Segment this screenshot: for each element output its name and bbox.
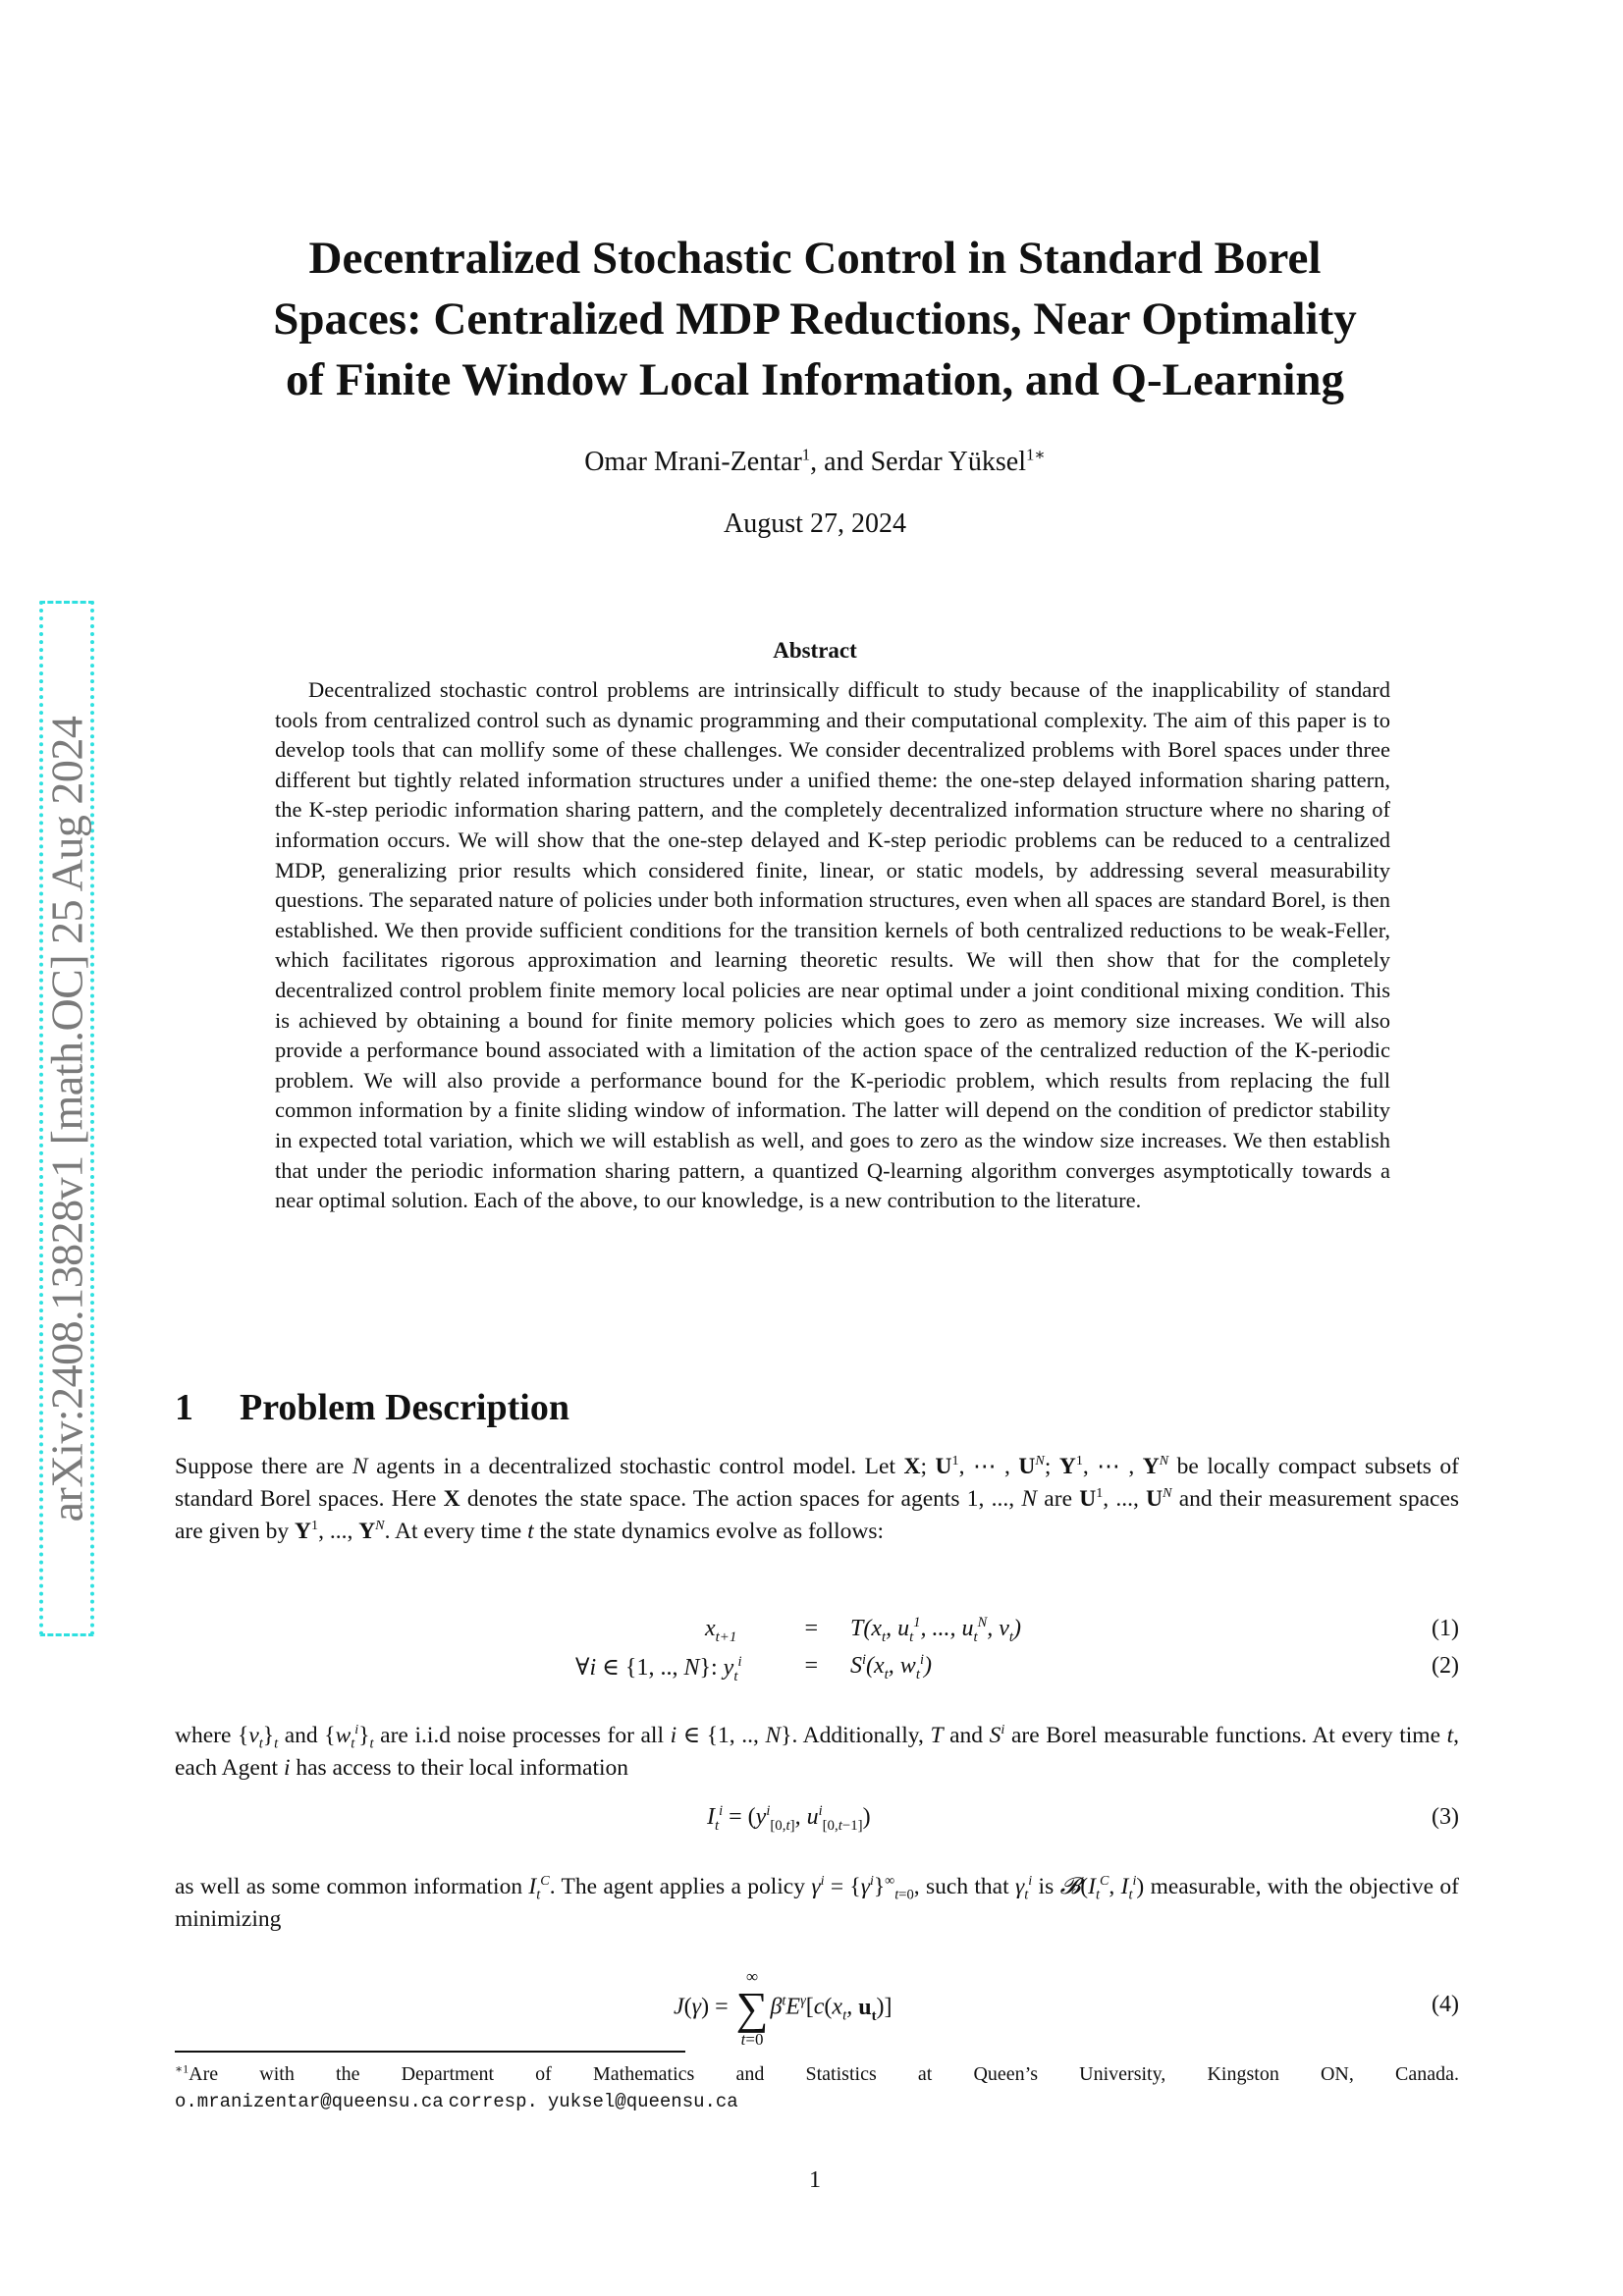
text-run: denotes the state space. The action spaces for agents 1, ..., bbox=[460, 1486, 1022, 1512]
paragraph: as well as some common information $I_t^C$. The agent applies a policy $\gamma^i = \{\gamma^i\}^\infty_{t=0}$, such that $\gamma_t^i$ is $𝓑(I_t^C$, $I_t^i$) measurable, with the objective of minimizing bbox=[175, 1873, 1459, 1932]
corresp-label: corresp. bbox=[448, 2091, 538, 2112]
footnote-affiliation bbox=[175, 2061, 1459, 2088]
affiliation-mark: 1 bbox=[801, 445, 811, 464]
equation-number: (2) bbox=[1432, 1653, 1459, 1679]
text-run: , such that bbox=[913, 1874, 1015, 1899]
abstract-heading: Abstract bbox=[773, 638, 857, 663]
title-line: of Finite Window Local Information, and Q-Learning bbox=[285, 354, 1345, 405]
email-link[interactable]: o.mranizentar@queensu.ca bbox=[175, 2091, 444, 2112]
equation-number: (4) bbox=[1432, 1992, 1459, 2017]
section-title: Problem Description bbox=[240, 1387, 569, 1428]
text-run: is bbox=[1032, 1874, 1060, 1899]
equation-3 bbox=[175, 1804, 1459, 1840]
text-run: as well as some common information bbox=[175, 1874, 529, 1899]
footnote-text: Are with the Department of Mathematics and Statistics at Queen’s University, Kingston ON, Canada. bbox=[189, 2063, 1459, 2085]
text-run: agents in a decentralized stochastic control model. Let bbox=[367, 1454, 904, 1479]
text-run: be locally compact subsets of standard Borel spaces. Here bbox=[175, 1454, 1459, 1512]
arxiv-identifier: arXiv:2408.13828v1 [math.OC] 25 Aug 2024 bbox=[41, 716, 92, 1522]
equation-body: $S^i(x_t$, $w_t^i$) bbox=[850, 1652, 932, 1682]
affiliation-mark: 1∗ bbox=[1025, 445, 1046, 464]
email-link[interactable]: yuksel@queensu.ca bbox=[547, 2091, 738, 2112]
footnote-mark: ∗1 bbox=[175, 2061, 189, 2076]
equation-2 bbox=[175, 1653, 1459, 1688]
equation-body: J(γ) = ∞ ∑ t=0 $\beta^tE^\gamma[c(x_t$, $u_t$)] bbox=[674, 1967, 893, 2049]
equation-body: ∀i ∈ {1, .., N}: $y_t^i$ bbox=[575, 1654, 742, 1684]
equation-4 bbox=[175, 1958, 1459, 2047]
text-run: measurable, with the objective of minimizing bbox=[175, 1874, 1459, 1932]
equation-body: $I_t^i = (y^i_{[0,t]}$, $u^i_{[0,t-1]}$) bbox=[707, 1803, 871, 1834]
author-list bbox=[147, 447, 1483, 478]
summation-symbol: ∞ ∑ t=0 bbox=[735, 1967, 769, 2049]
text-run: the state dynamics evolve as follows: bbox=[533, 1519, 884, 1544]
equation-body: $x_{t+1}$ bbox=[705, 1616, 737, 1645]
text-run: . Additionally, bbox=[791, 1723, 931, 1748]
text-run: are i.i.d noise processes for all bbox=[373, 1723, 671, 1748]
text-run: , each Agent bbox=[175, 1723, 1460, 1781]
abstract-body: Decentralized stochastic control problems are intrinsically difficult to study because of the inapplicability of standard tools from centralized control such as dynamic programming and their computational complexity. The aim of this paper is to develop tools that can mollify some of these challenges. We consider decentralized problems with Borel spaces under three different but tightly related information structures under a unified theme: the one-step delayed information sharing pattern, the K-step periodic information sharing pattern, and the completely decentralized information structure where no sharing of information occurs. We will show that the one-step delayed and K-step periodic problems can be reduced to a centralized MDP, generalizing prior results which considered finite, linear, or static models, by addressing several measurability questions. The separated nature of policies under both information structures, even when all spaces are standard Borel, is then established. We then provide sufficient conditions for the transition kernels of both centralized reductions to be weak-Feller, which facilitates rigorous approximation and learning theoretic results. We will then show that for the completely decentralized control problem finite memory local policies are near optimal under a joint conditional mixing condition. This is achieved by obtaining a bound for finite memory policies which goes to zero as memory size increases. We will also provide a performance bound associated with a limitation of the action space of the centralized reduction of the K-periodic problem. We will also provide a performance bound for the K-periodic problem, which results from replacing the full common information by a finite sliding window of information. The latter will depend on the condition of predictor stability in expected total variation, which we will establish as well, and goes to zero as the window size increases. We then establish that under the periodic information sharing pattern, a quantized Q-learning algorithm converges asymptotically towards a near optimal solution. Each of the above, to our knowledge, is a new contribution to the literature. bbox=[275, 677, 1390, 1213]
equation-body: $T(x_t$, $u_t^1$, ..., $u_t^N$, $v_t$) bbox=[850, 1615, 1022, 1645]
section-heading bbox=[175, 1386, 569, 1429]
title-line: Spaces: Centralized MDP Reductions, Near Optimality bbox=[273, 294, 1357, 345]
author-separator: , and bbox=[810, 447, 871, 477]
author-name: Omar Mrani-Zentar bbox=[584, 447, 802, 477]
text-run: has access to their local information bbox=[290, 1755, 629, 1781]
text-run: . At every time bbox=[384, 1519, 528, 1544]
equals-sign: = bbox=[803, 1616, 820, 1641]
footnote bbox=[175, 2061, 1459, 2115]
page-number: 1 bbox=[809, 2167, 821, 2193]
paragraph: where $\{v_t\}_t$ and $\{w_t^i\}_t$ are i.i.d noise processes for all i ∈ {1, .., N}. Additionally, T and $S^i$ are Borel measurable functions. At every time t, each Agent i has access to their local information bbox=[175, 1722, 1460, 1781]
equation-number: (3) bbox=[1432, 1804, 1459, 1830]
equals-sign: = bbox=[803, 1653, 820, 1679]
text-run: are bbox=[1037, 1486, 1080, 1512]
equation-number: (1) bbox=[1432, 1616, 1459, 1641]
text-run: are Borel measurable functions. At every time bbox=[1004, 1723, 1447, 1748]
title-line: Decentralized Stochastic Control in Standard Borel bbox=[308, 233, 1322, 284]
arxiv-stamp bbox=[39, 601, 94, 1636]
section-number: 1 bbox=[175, 1387, 193, 1428]
paragraph: Suppose there are N agents in a decentralized stochastic control model. Let X; $U^1$, ⋯ , $U^N$; $Y^1$, ⋯ , $Y^N$ be locally compact subsets of standard Borel spaces. Here X denotes the state space. The action spaces for agents 1, ..., N are $U^1$, ..., $U^N$ and their measurement spaces are given by $Y^1$, ..., $Y^N$. At every time t the state dynamics evolve as follows: bbox=[175, 1453, 1460, 1544]
equation-1 bbox=[175, 1616, 1459, 1651]
text-run: and bbox=[943, 1723, 990, 1748]
text-run: where bbox=[175, 1723, 239, 1748]
author-name: Serdar Yüksel bbox=[870, 447, 1026, 477]
text-run: . The agent applies a policy bbox=[549, 1874, 812, 1899]
footnote-rule bbox=[175, 2051, 685, 2053]
publication-date: August 27, 2024 bbox=[724, 508, 906, 539]
paper-title bbox=[147, 228, 1483, 410]
text-run: and bbox=[278, 1723, 325, 1748]
footnote-contacts bbox=[175, 2088, 1459, 2115]
text-run: and their measurement spaces are given by bbox=[175, 1486, 1460, 1544]
text-run: Suppose there are bbox=[175, 1454, 352, 1479]
